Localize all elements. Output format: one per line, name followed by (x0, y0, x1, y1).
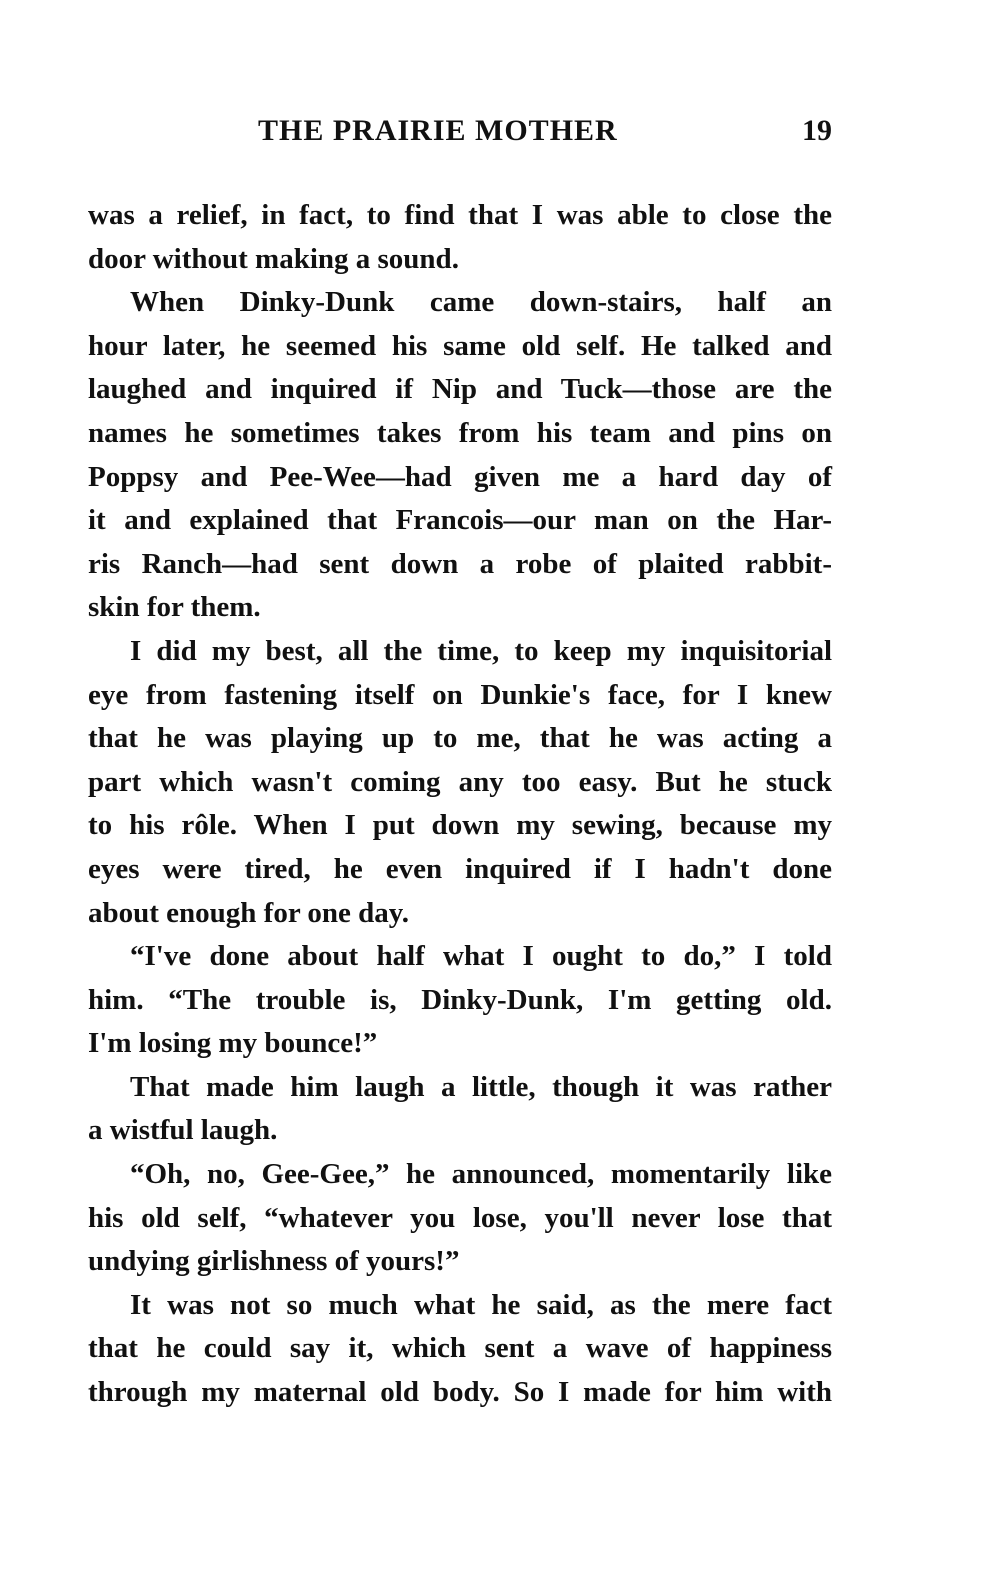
text-line: a wistful laugh. (88, 1114, 278, 1147)
text-line: through my maternal old body. So I made for him with (88, 1376, 832, 1409)
text-line: him. “The trouble is, Dinky-Dunk, I'm getting old. (88, 983, 832, 1016)
text-line: that he was playing up to me, that he was acting a (88, 722, 832, 755)
text-line: “I've done about half what I ought to do,” I told (130, 940, 832, 973)
text-line: that he could say it, which sent a wave of happiness (88, 1332, 832, 1365)
text-line: names he sometimes takes from his team and pins on (88, 416, 832, 449)
text-line: laughed and inquired if Nip and Tuck—those are the (88, 373, 832, 406)
text-line: That made him laugh a little, though it was rather (130, 1070, 832, 1103)
text-line: it and explained that Francois—our man on the Har- (88, 504, 832, 537)
text-line: was a relief, in fact, to find that I was able to close the (88, 199, 832, 231)
page-number: 19 (802, 114, 832, 147)
text-line: “Oh, no, Gee-Gee,” he announced, momentarily like (130, 1158, 832, 1191)
text-line: It was not so much what he said, as the mere fact (130, 1288, 832, 1321)
paragraph-2 (88, 281, 832, 630)
text-line: about enough for one day. (88, 896, 409, 929)
text-line: his old self, “whatever you lose, you'll never lose that (88, 1201, 832, 1234)
body-text (88, 194, 832, 1415)
running-title: THE PRAIRIE MOTHER (258, 114, 618, 147)
page-header (88, 114, 832, 154)
paragraph-6 (88, 1153, 832, 1284)
text-line: to his rôle. When I put down my sewing, because my (88, 809, 832, 842)
text-line: When Dinky-Dunk came down-stairs, half an (130, 286, 832, 319)
text-line: skin for them. (88, 591, 261, 624)
paragraph-3 (88, 630, 832, 935)
paragraph-4 (88, 935, 832, 1066)
paragraph-1 (88, 194, 832, 281)
text-line: eyes were tired, he even inquired if I hadn't done (88, 852, 832, 885)
text-line: I did my best, all the time, to keep my inquisitorial (130, 634, 832, 667)
text-line: eye from fastening itself on Dunkie's face, for I knew (88, 678, 832, 711)
text-line: I'm losing my bounce!” (88, 1027, 378, 1060)
text-line: ris Ranch—had sent down a robe of plaited rabbit- (88, 547, 832, 580)
text-line: door without making a sound. (88, 242, 459, 275)
text-line: hour later, he seemed his same old self. He talked and (88, 329, 832, 362)
paragraph-5 (88, 1066, 832, 1153)
text-line: part which wasn't coming any too easy. But he stuck (88, 765, 832, 798)
text-line: Poppsy and Pee-Wee—had given me a hard day of (88, 460, 832, 493)
text-line: undying girlishness of yours!” (88, 1245, 460, 1278)
paragraph-7 (88, 1284, 832, 1415)
